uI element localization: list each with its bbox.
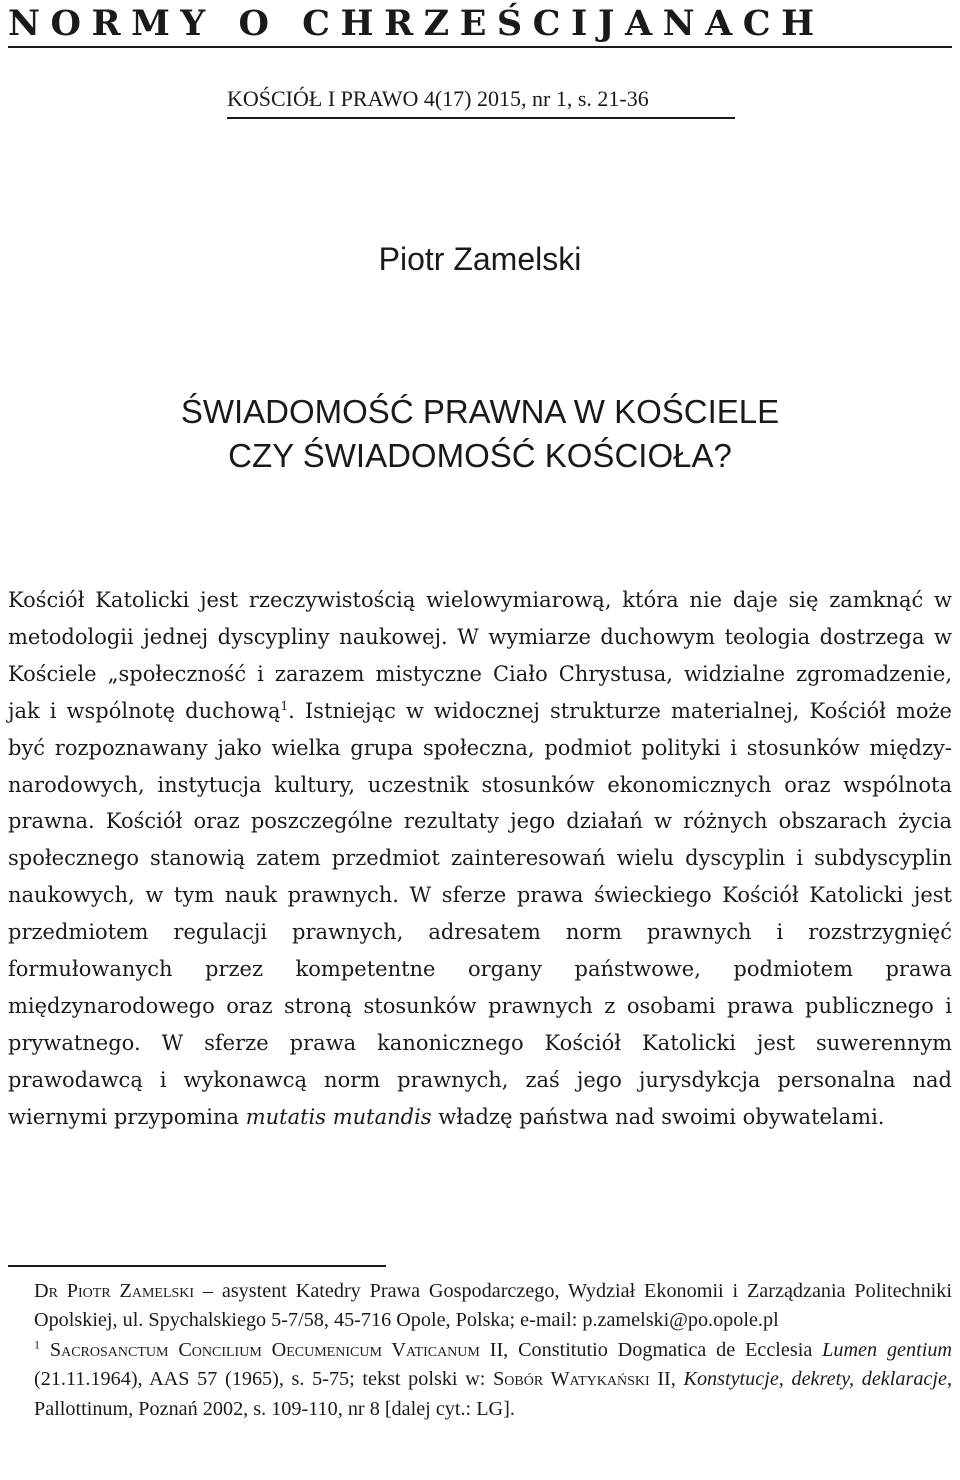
author-note <box>8 1277 952 1336</box>
footnote-divider <box>8 1265 386 1267</box>
footnote-1 <box>8 1336 952 1424</box>
body-text-part-3: władzę państwa nad swoimi obywatelami. <box>431 1104 885 1129</box>
journal-reference: KOŚCIÓŁ I PRAWO 4(17) 2015, nr 1, s. 21-36 <box>227 86 649 111</box>
footnote-1-italic-a: Lumen gentium <box>822 1338 952 1361</box>
body-paragraph <box>8 582 952 1136</box>
footnote-1-text-d: , Pallottinum, Poznań 2002, s. 109-110, nr 8 [dalej cyt.: LG]. <box>34 1368 952 1420</box>
title-line-1: ŚWIADOMOŚĆ PRAWNA W KOŚCIELE <box>180 393 780 430</box>
author-note-text: – asystent Katedry Prawa Gospodarczego, Wydział Ekonomii i Zarządzania Politechniki Opolskiej, ul. Spychalskiego 5-7/58, 45-716 Opole, Polska; e-mail: p.zamelski@po.opole.pl <box>34 1280 952 1332</box>
footnote-reference[interactable]: 1 <box>280 698 289 713</box>
footnote-1-source-2: Sobór Watykański <box>493 1368 650 1391</box>
header-divider <box>8 46 952 48</box>
footnotes <box>8 1277 952 1424</box>
footnote-1-text-a: II, Constitutio Dogmatica de Ecclesia <box>479 1338 823 1361</box>
body-italic-phrase: mutatis mutandis <box>245 1104 432 1129</box>
article-title <box>0 390 960 478</box>
running-head: NORMY O CHRZEŚCIJANACH <box>8 3 825 44</box>
footnote-1-italic-b: Konstytucje, dekrety, deklaracje <box>683 1368 947 1391</box>
journal-reference-underline <box>227 117 735 119</box>
title-line-2: CZY ŚWIADOMOŚĆ KOŚCIOŁA? <box>228 437 732 474</box>
author-name: Piotr Zamelski <box>378 241 582 277</box>
footnote-1-text-c: II, <box>649 1368 684 1391</box>
body-text-part-1: Kościół Katolicki jest rzeczywistością wielowymiarową, która nie daje się zamknąć w metodologii jednej dyscypliny naukowej. W wymiarze duchowym teologia dostrzega w Kościele „społeczność i zarazem mistyczne Ciało Chrystusa, widzialne zgromadzenie, jak i wspólnotę duchową <box>8 588 952 723</box>
body-text-part-2: . Istniejąc w widocznej strukturze materialnej, Kościół może być rozpoznawany jako wielka grupa społeczna, podmiot polityki i stosunków międzynarodowych, instytucja kultury, uczestnik stosunków ekonomicznych oraz wspólnota prawna. Kościół oraz poszczególne rezultaty jego działań w różnych obszarach życia społecznego stanowią zatem przedmiot zainteresowań wielu dyscyplin i subdyscyplin naukowych, w tym nauk prawnych. W sferze prawa świeckiego Kościół Katolicki jest przedmiotem regulacji prawnych, adresatem norm prawnych i rozstrzygnięć formułowanych przez kompetentne organy państwowe, podmiotem prawa międzynarodowego oraz stroną stosunków prawnych z osobami prawa publicznego i prywatnego. W sferze prawa kanonicznego Kościół Katolicki jest suwerennym prawodawcą i wykonawcą norm prawnych, zaś jego jurysdykcja personalna nad wiernymi przypomina <box>8 698 952 1129</box>
footnote-1-number: 1 <box>34 1337 40 1352</box>
author-note-name: Dr Piotr Zamelski <box>34 1280 195 1302</box>
footnote-1-text-b: (21.11.1964), AAS 57 (1965), s. 5-75; tekst polski w: <box>34 1368 494 1391</box>
footnote-1-source: Sacrosanctum Concilium Oecumenicum Vaticanum <box>49 1338 480 1361</box>
